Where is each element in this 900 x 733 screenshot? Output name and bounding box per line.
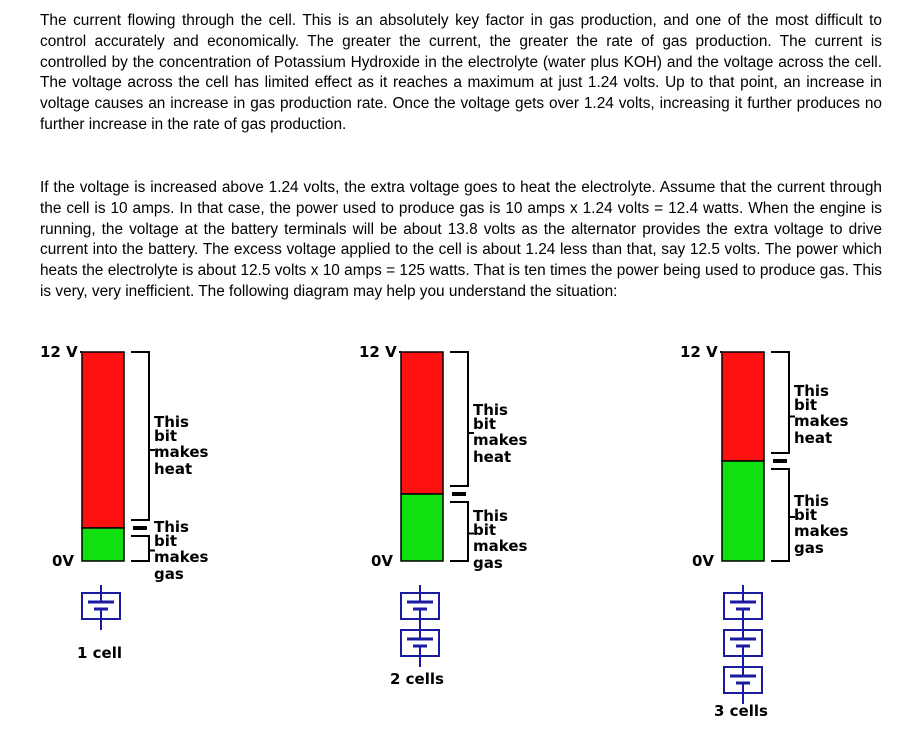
panel-2-cells [359, 343, 527, 688]
gas-label-line: This [794, 492, 829, 510]
gas-label-line: makes [794, 522, 849, 540]
label-12v: 12 V [40, 343, 78, 361]
gas-label-line: This [154, 518, 189, 536]
panel-3-cells [680, 343, 848, 720]
gas-label-line: gas [794, 539, 824, 557]
cell-count-caption: 2 cells [390, 670, 444, 688]
heat-bracket [771, 352, 789, 453]
heat-label-line: heat [154, 460, 193, 478]
paragraph-voltage: If the voltage is increased above 1.24 volts, the extra voltage goes to heat the electrolyte. Assume that the current through the cell is 10 amps. In that case, the power used to produce gas is 10 amps x 1.24 volts = 12.4 watts. When the engine is running, the voltage at the battery terminals will be about 13.8 volts as the alternator provides the extra voltage to drive current into the battery. The excess voltage applied to the cell is about 1.24 less than that, say 12.5 volts. The power which heats the electrolyte is about 12.5 volts x 10 amps = 125 watts. That is ten times the power being used to produce gas. This is very, very inefficient. The following diagram may help you understand the situation: [40, 179, 882, 300]
label-12v: 12 V [680, 343, 718, 361]
gas-label-line: gas [154, 565, 184, 583]
gas-label-line: This [473, 507, 508, 525]
heat-label-line: makes [154, 443, 209, 461]
heat-label-line: This [154, 413, 189, 431]
heat-label-line: bit [154, 427, 178, 445]
gas-bracket [771, 469, 789, 561]
gas-segment [82, 528, 124, 561]
gas-label-line: bit [154, 532, 178, 550]
label-0v: 0V [52, 552, 75, 570]
heat-label-line: bit [794, 396, 818, 414]
gas-label-line: gas [473, 554, 503, 572]
label-0v: 0V [692, 552, 715, 570]
gas-bracket [450, 502, 468, 561]
heat-segment [722, 352, 764, 461]
gas-label-line: makes [473, 537, 528, 555]
gas-segment [722, 461, 764, 561]
heat-label-line: This [794, 382, 829, 400]
heat-bracket [450, 352, 468, 486]
gas-label-line: bit [473, 521, 497, 539]
heat-segment [82, 352, 124, 528]
label-12v: 12 V [359, 343, 397, 361]
cell-count-caption: 3 cells [714, 702, 768, 720]
heat-label-line: makes [473, 431, 528, 449]
gas-label-line: bit [794, 506, 818, 524]
heat-label-line: This [473, 401, 508, 419]
panel-1-cell [40, 343, 208, 662]
heat-bracket [131, 352, 149, 520]
gas-segment [401, 494, 443, 561]
gas-label-line: makes [154, 548, 209, 566]
label-0v: 0V [371, 552, 394, 570]
gas-bracket [131, 536, 149, 561]
heat-label-line: heat [794, 429, 833, 447]
heat-label-line: heat [473, 448, 512, 466]
heat-label-line: bit [473, 415, 497, 433]
cell-count-caption: 1 cell [77, 644, 123, 662]
heat-segment [401, 352, 443, 494]
paragraph-current: The current flowing through the cell. This is an absolutely key factor in gas production, and one of the most difficult to control accurately and economically. The greater the current, the greater the rate of gas production. The current is controlled by the concentration of Potassium Hydroxide in the electrolyte (water plus KOH) and the voltage across the cell. The voltage across the cell has limited effect as it reaches a maximum at just 1.24 volts. Up to that point, an increase in voltage causes an increase in gas production rate. Once the voltage gets over 1.24 volts, increasing it further produces no further increase in the rate of gas production. [40, 12, 882, 133]
heat-label-line: makes [794, 412, 849, 430]
